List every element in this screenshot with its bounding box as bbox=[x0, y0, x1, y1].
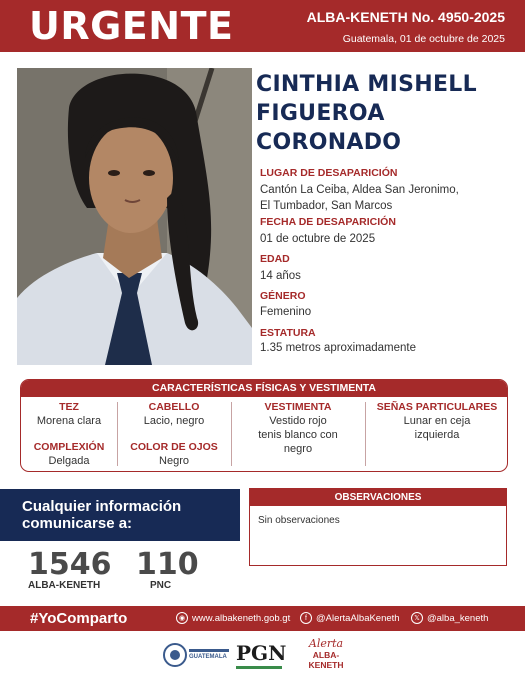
portrait-illustration bbox=[17, 68, 252, 365]
vestimenta-line-3: negro bbox=[283, 443, 313, 455]
tez-value: Morena clara bbox=[36, 415, 102, 427]
senas-label: SEÑAS PARTICULARES bbox=[376, 401, 498, 413]
estatura-label: ESTATURA bbox=[260, 327, 316, 339]
guatemala-logo-text: GUATEMALA bbox=[189, 654, 227, 660]
alba-logo-line-2: ALBA-KENETH bbox=[308, 650, 344, 670]
contact-line-1: Cualquier información bbox=[22, 498, 182, 515]
complexion-label: COMPLEXIÓN bbox=[33, 441, 105, 453]
missing-person-photo bbox=[17, 68, 252, 365]
person-name bbox=[256, 70, 516, 157]
hashtag: #YoComparto bbox=[30, 610, 128, 627]
lugar-label: LUGAR DE DESAPARICIÓN bbox=[260, 167, 398, 179]
observations-text: Sin observaciones bbox=[258, 515, 340, 526]
header-banner bbox=[0, 0, 525, 52]
complexion-value: Delgada bbox=[48, 455, 90, 467]
guatemala-logo bbox=[163, 637, 231, 673]
contact-line-2: comunicarse a: bbox=[22, 515, 133, 532]
x-link[interactable] bbox=[411, 612, 488, 624]
vestimenta-label: VESTIMENTA bbox=[264, 401, 332, 413]
fecha-value: 01 de octubre de 2025 bbox=[260, 233, 376, 245]
genero-label: GÉNERO bbox=[260, 290, 306, 302]
website-link[interactable] bbox=[176, 612, 290, 624]
pgn-logo-stripe bbox=[236, 666, 282, 669]
alert-date: Guatemala, 01 de octubre de 2025 bbox=[342, 33, 505, 45]
x-text: @alba_keneth bbox=[427, 612, 489, 624]
estatura-value: 1.35 metros aproximadamente bbox=[260, 342, 416, 354]
pgn-logo-text: PGN bbox=[236, 641, 287, 665]
senas-line-1: Lunar en ceja bbox=[403, 415, 471, 427]
cabello-label: CABELLO bbox=[148, 401, 200, 413]
alba-logo-line-1: Alerta bbox=[308, 637, 344, 650]
senas-line-2: izquierda bbox=[414, 429, 460, 441]
characteristics-box bbox=[20, 379, 508, 472]
phone-pnc-label: PNC bbox=[150, 580, 172, 591]
name-line-3: CORONADO bbox=[256, 130, 402, 155]
senas-value bbox=[365, 414, 508, 442]
globe-icon: ◉ bbox=[176, 612, 188, 624]
vestimenta-value bbox=[231, 414, 365, 456]
characteristics-title: CARACTERÍSTICAS FÍSICAS Y VESTIMENTA bbox=[21, 380, 507, 397]
ojos-label: COLOR DE OJOS bbox=[130, 441, 218, 453]
footer-bar bbox=[0, 606, 525, 631]
lugar-line-1: Cantón La Ceiba, Aldea San Jeronimo, bbox=[260, 184, 459, 196]
edad-label: EDAD bbox=[260, 253, 290, 265]
facebook-icon: f bbox=[300, 612, 312, 624]
vestimenta-line-1: Vestido rojo bbox=[269, 415, 327, 427]
alba-keneth-logo bbox=[298, 637, 354, 673]
lugar-line-2: El Tumbador, San Marcos bbox=[260, 199, 393, 212]
website-text: www.albakeneth.gob.gt bbox=[192, 612, 291, 624]
fecha-label: FECHA DE DESAPARICIÓN bbox=[260, 216, 396, 228]
observations-title: OBSERVACIONES bbox=[250, 489, 506, 506]
phone-alba-keneth-label: ALBA-KENETH bbox=[28, 580, 101, 591]
vestimenta-line-2: tenis blanco con bbox=[258, 429, 338, 441]
pgn-logo bbox=[236, 637, 288, 673]
edad-value: 14 años bbox=[260, 270, 301, 282]
contact-box bbox=[0, 489, 240, 541]
facebook-text: @AlertaAlbaKeneth bbox=[316, 612, 400, 624]
phone-alba-keneth[interactable]: 1546 bbox=[28, 547, 112, 582]
facebook-link[interactable] bbox=[300, 612, 400, 624]
urgent-title: URGENTE bbox=[29, 4, 234, 48]
genero-value: Femenino bbox=[260, 306, 312, 318]
name-line-1: CINTHIA MISHELL bbox=[256, 72, 477, 97]
observations-box bbox=[249, 488, 507, 566]
cabello-value: Lacio, negro bbox=[143, 415, 205, 427]
alert-number: ALBA-KENETH No. 4950-2025 bbox=[306, 9, 505, 25]
lugar-value bbox=[260, 183, 510, 214]
tez-label: TEZ bbox=[59, 401, 79, 413]
ojos-value: Negro bbox=[159, 455, 189, 467]
name-line-2: FIGUEROA bbox=[256, 101, 385, 126]
x-icon: 𝕏 bbox=[411, 612, 423, 624]
phone-pnc[interactable]: 110 bbox=[136, 547, 199, 582]
